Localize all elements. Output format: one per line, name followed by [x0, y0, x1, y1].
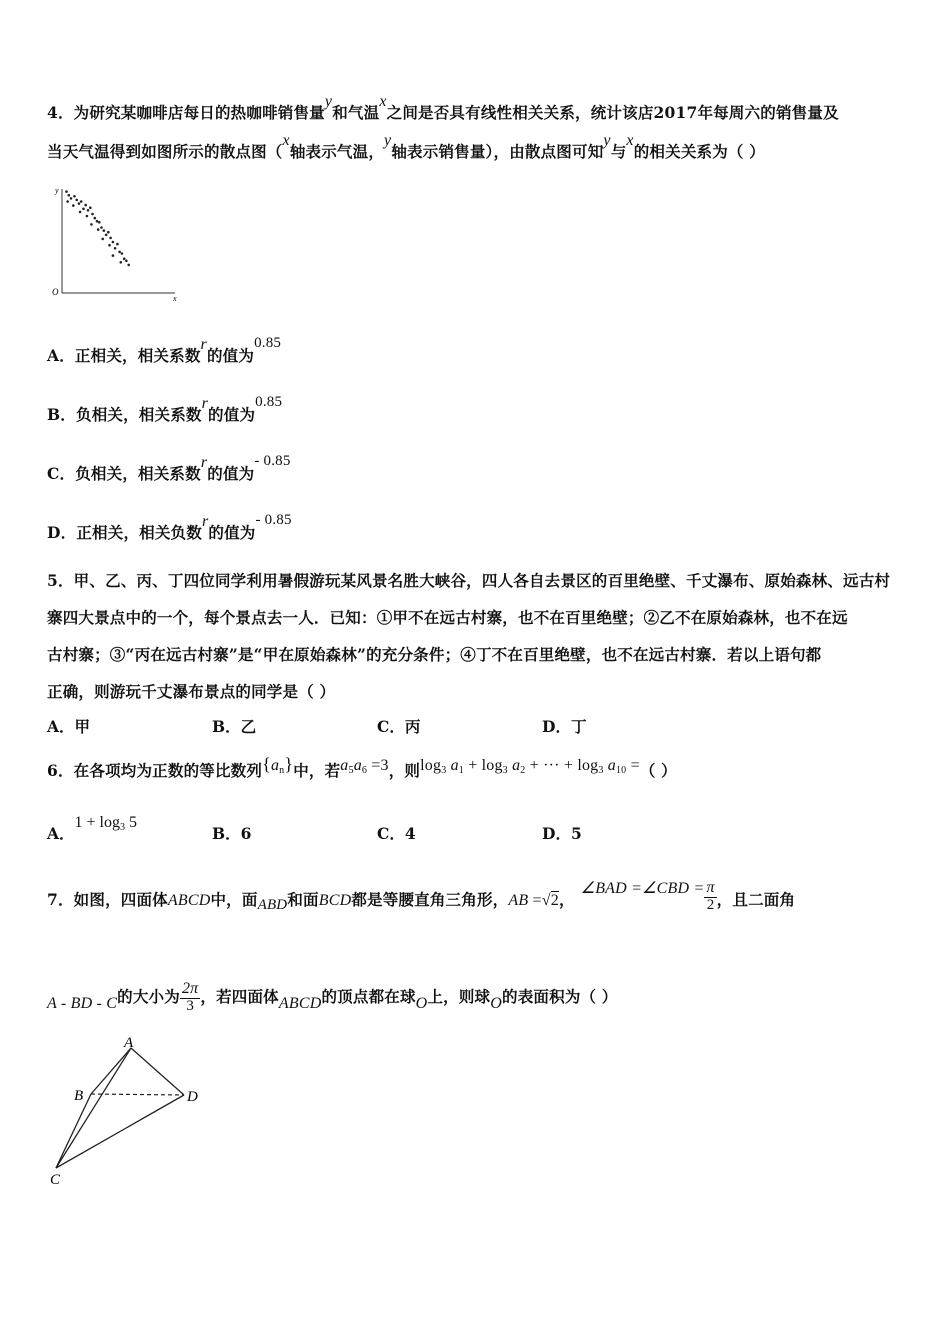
var-x: x — [379, 93, 387, 110]
scatter-point — [78, 202, 81, 205]
q7-text: 上，则球 — [427, 987, 491, 1006]
option-value: - 0.85 — [255, 512, 292, 528]
log-base: 3 — [441, 765, 447, 776]
q4-option-a — [47, 335, 910, 366]
scatter-point — [66, 200, 69, 203]
q4-option-d — [47, 512, 910, 543]
q4-line-1 — [47, 93, 910, 123]
seq-a — [271, 757, 284, 774]
sqrt-value: 2 — [550, 892, 559, 909]
option-a-expr — [75, 814, 137, 831]
option-text: 的值为 — [206, 346, 255, 365]
log-word: log — [420, 757, 442, 774]
sqrt-icon: √ — [541, 892, 551, 909]
seq-letter: a — [270, 757, 280, 774]
option-label: D．正相关，相关负数 — [47, 523, 202, 542]
scatter-point — [90, 223, 93, 226]
term-a1: a — [450, 757, 459, 774]
angle-condition: ∠BAD =∠CBD = — [580, 880, 705, 897]
q4-text: 与 — [610, 142, 627, 161]
label-c: C — [50, 1172, 61, 1188]
cond-sub-5: 5 — [348, 765, 354, 776]
frac-den: 2 — [706, 897, 715, 914]
scatter-point — [86, 215, 89, 218]
term-sub: 2 — [520, 765, 526, 776]
scatter-point — [116, 243, 119, 246]
q7-text: ，若四面体 — [200, 987, 279, 1006]
var-x: x — [626, 132, 634, 149]
seq-subscript: n — [279, 765, 285, 776]
q4-text: 的相关关系为（ ） — [633, 142, 765, 161]
q7-line-1 — [47, 880, 910, 920]
scatter-point — [70, 197, 73, 200]
sphere-o: O — [415, 995, 428, 1012]
scatter-point — [72, 204, 75, 207]
brace-right: } — [284, 754, 294, 774]
scatter-point — [97, 228, 100, 231]
q5-option-c: C．丙 — [377, 717, 421, 736]
scatter-point — [73, 195, 76, 198]
label-a: A — [124, 1035, 134, 1051]
scatter-point — [125, 260, 128, 263]
q6-text: ，则 — [388, 761, 421, 780]
scatter-point — [127, 264, 130, 267]
y-axis-label: y — [55, 186, 59, 195]
x-axis-label: x — [173, 294, 177, 303]
var-r: r — [200, 336, 207, 353]
option-text: 的值为 — [208, 405, 256, 424]
dihedral: A - BD - C — [47, 995, 118, 1012]
scatter-point — [123, 257, 126, 260]
bcd: BCD — [318, 892, 352, 909]
scatter-point — [118, 251, 121, 254]
q4-text: 4．为研究某咖啡店每日的热咖啡销售量 — [47, 103, 325, 122]
q7-text: 7．如图，四面体 — [47, 890, 168, 909]
frac-num: π — [706, 879, 715, 897]
scatter-point — [65, 190, 68, 193]
q7-text: ，且二面角 — [716, 890, 796, 909]
log-sum — [420, 757, 640, 774]
frac-den: 3 — [186, 998, 195, 1015]
q7-text: 和面 — [287, 890, 319, 909]
q4-text: 之间是否具有线性相关关系，统计该店2017年每周六的销售量及 — [386, 103, 839, 122]
equals: = — [528, 892, 542, 909]
edge-cd — [56, 1095, 184, 1168]
edge-bc — [56, 1094, 91, 1168]
q7-text: 的表面积为（ ） — [502, 987, 618, 1006]
var-x: x — [282, 132, 290, 149]
cond-a5: a — [340, 757, 349, 774]
var-y: y — [324, 93, 333, 110]
q6-option-b: B．6 — [212, 824, 252, 843]
scatter-point — [75, 199, 78, 202]
sphere-o: O — [490, 995, 503, 1012]
scatter-point — [112, 241, 115, 244]
var-y: y — [603, 132, 611, 149]
abd: ABD — [257, 897, 288, 913]
log-base: 3 — [502, 765, 508, 776]
cond-a6: a — [353, 757, 362, 774]
q5-line-2: 寨四大景点中的一个，每个景点去一人．已知：①甲不在远古村寨，也不在百里绝壁；②乙不在原始森林，也不在远 — [47, 608, 848, 627]
q4-text: 当天气温得到如图所示的散点图（ — [47, 142, 283, 161]
scatter-point — [89, 206, 92, 209]
origin-label: O — [52, 287, 59, 297]
q4-text: 和气温 — [332, 103, 380, 122]
cond-eq: =3 — [367, 757, 389, 774]
scatter-point — [96, 220, 99, 223]
q7-text: 的大小为 — [117, 987, 180, 1006]
term-sub: 10 — [615, 765, 627, 776]
ellipsis: + ··· + — [525, 757, 578, 774]
expr-pre: 1 + log — [74, 814, 120, 831]
q7-text: 的顶点都在球 — [321, 987, 416, 1006]
frac-2pi-3 — [180, 981, 200, 1015]
edge-ad — [131, 1048, 184, 1095]
ab: AB — [508, 892, 529, 909]
scatter-point — [114, 247, 117, 250]
q6-text: 中，若 — [293, 761, 341, 780]
q5-option-d: D．丁 — [542, 717, 587, 736]
abcd: ABCD — [167, 892, 211, 909]
option-value: - 0.85 — [254, 453, 291, 469]
scatter-point — [101, 238, 104, 241]
edge-bd-hidden — [91, 1094, 184, 1095]
q4-option-c — [47, 453, 910, 484]
q6-line — [47, 754, 910, 782]
scatter-point — [108, 244, 111, 247]
scatter-point — [100, 226, 103, 229]
scatter-point — [121, 252, 124, 255]
option-label: B．负相关，相关系数 — [47, 405, 202, 424]
option-label: A．正相关，相关系数 — [47, 346, 201, 365]
q7-text: 都是等腰直角三角形， — [351, 890, 509, 909]
log-word: log — [577, 757, 599, 774]
scatter-point — [105, 234, 108, 237]
plus: + — [464, 757, 482, 774]
var-r: r — [201, 513, 209, 530]
term-a2: a — [512, 757, 521, 774]
scatter-points — [65, 190, 130, 266]
log-base: 3 — [598, 765, 604, 776]
option-value: 0.85 — [254, 335, 282, 351]
scatter-point — [103, 229, 106, 232]
q4-line-2 — [47, 132, 910, 162]
option-label: C．负相关，相关系数 — [47, 464, 201, 483]
option-label: A． — [47, 824, 75, 843]
scatter-point — [107, 231, 110, 234]
scatter-plot — [50, 185, 190, 303]
tetrahedron-figure — [44, 1030, 214, 1190]
scatter-point — [91, 213, 94, 216]
label-b: B — [74, 1088, 84, 1104]
expr-post: 5 — [125, 814, 137, 831]
scatter-point — [79, 211, 82, 214]
expr-base: 3 — [120, 822, 125, 833]
scatter-point — [112, 254, 115, 257]
frac-pi-2 — [704, 880, 716, 914]
option-text: 的值为 — [207, 464, 255, 483]
q4-option-b — [47, 394, 910, 425]
var-r: r — [200, 454, 208, 471]
scatter-point — [98, 221, 101, 224]
label-d: D — [187, 1089, 198, 1105]
q5-line-1: 5．甲、乙、丙、丁四位同学利用暑假游玩某风景名胜大峡谷，四人各自去景区的百里绝壁、千丈瀑布、原始森林、远古村 — [47, 571, 891, 590]
scatter-point — [87, 209, 90, 212]
scatter-point — [109, 237, 112, 240]
scatter-point — [82, 208, 85, 211]
equals: = — [626, 757, 640, 774]
frac-num: 2π — [181, 980, 199, 998]
scatter-point — [68, 194, 71, 197]
q4-text: 轴表示气温， — [289, 142, 385, 161]
q5-line-4: 正确，则游玩千丈瀑布景点的同学是（ ） — [47, 682, 336, 701]
q7-text: ， — [558, 890, 575, 909]
q6-option-a — [47, 814, 137, 845]
q5-option-b: B．乙 — [212, 717, 257, 736]
cond-sub-6: 6 — [361, 765, 368, 776]
q6-text: （ ） — [639, 761, 677, 780]
q7-text: 中，面 — [210, 890, 258, 909]
scatter-point — [84, 204, 87, 207]
condition — [340, 757, 388, 774]
brace-left: { — [262, 754, 271, 774]
edge-ac — [56, 1048, 131, 1168]
edge-ab — [91, 1048, 131, 1094]
term-sub: 1 — [458, 765, 464, 776]
q5-line-3: 古村寨；③“丙在远古村寨”是“甲在原始森林”的充分条件；④丁不在百里绝壁，也不在远古村寨．若以上语句都 — [47, 645, 822, 664]
q5-option-a: A．甲 — [47, 717, 91, 736]
scatter-point — [80, 200, 83, 203]
option-value: 0.85 — [255, 394, 283, 410]
log-word: log — [481, 757, 503, 774]
q6-option-d: D．5 — [542, 824, 582, 843]
scatter-point — [94, 217, 97, 220]
q7-line-2 — [47, 975, 910, 1019]
scatter-point — [120, 261, 123, 264]
var-r: r — [201, 395, 209, 412]
abcd: ABCD — [278, 995, 322, 1012]
q6-text: 6．在各项均为正数的等比数列 — [47, 761, 263, 780]
q4-text: 轴表示销售量），由散点图可知 — [391, 142, 604, 161]
option-text: 的值为 — [208, 523, 256, 542]
var-y: y — [384, 132, 392, 149]
q6-option-c: C．4 — [377, 824, 416, 843]
term-a10: a — [607, 757, 616, 774]
